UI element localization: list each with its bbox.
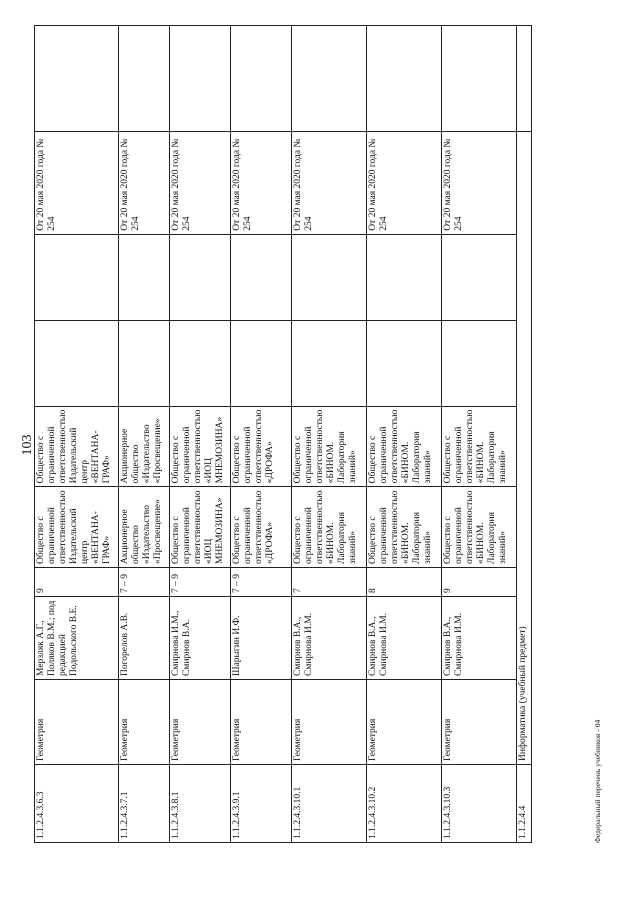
cell-extra2	[292, 234, 367, 320]
cell-order: От 20 мая 2020 года № 254	[231, 131, 292, 234]
cell-extra2	[231, 234, 292, 320]
cell-grade: 9	[442, 568, 517, 597]
cell-subject: Геометрия	[367, 680, 442, 765]
section-empty	[517, 25, 532, 131]
cell-org: Общество с ограниченной ответственностью «БИНОМ. Лаборатория знаний»	[367, 406, 442, 487]
cell-code: 1.1.2.4.3.6.3	[35, 765, 119, 843]
cell-org: Акционерное общество «Издательство «Просвещение»	[119, 406, 170, 487]
cell-publisher: Общество с ограниченной ответственностью «ИОЦ МНЕМОЗИНА»	[170, 487, 231, 568]
cell-grade: 9	[35, 568, 119, 597]
table-row	[119, 25, 170, 842]
cell-extra3	[442, 25, 517, 131]
cell-subject: Геометрия	[119, 680, 170, 765]
cell-grade: 7 – 9	[119, 568, 170, 597]
cell-extra1	[119, 320, 170, 406]
cell-publisher: Акционерное общество «Издательство «Просвещение»	[119, 487, 170, 568]
cell-code: 1.1.2.4.3.10.2	[367, 765, 442, 843]
cell-extra3	[119, 25, 170, 131]
cell-authors: Шарыгин И.Ф.	[231, 597, 292, 680]
cell-authors: Мерзляк А.Г., Поляков В.М.; под редакцией Подольского В.Е.	[35, 597, 119, 680]
cell-publisher: Общество с ограниченной ответственностью «БИНОМ. Лаборатория знаний»	[292, 487, 367, 568]
cell-order: От 20 мая 2020 года № 254	[35, 131, 119, 234]
cell-order: От 20 мая 2020 года № 254	[119, 131, 170, 234]
cell-order: От 20 мая 2020 года № 254	[292, 131, 367, 234]
table-row	[292, 25, 367, 842]
cell-extra1	[170, 320, 231, 406]
cell-extra2	[442, 234, 517, 320]
cell-extra1	[367, 320, 442, 406]
cell-extra1	[231, 320, 292, 406]
cell-order: От 20 мая 2020 года № 254	[170, 131, 231, 234]
table-row	[170, 25, 231, 842]
cell-org: Общество с ограниченной ответственностью «ИОЦ МНЕМОЗИНА»	[170, 406, 231, 487]
table-row	[442, 25, 517, 842]
cell-publisher: Общество с ограниченной ответственностью Издательский центр «ВЕНТАНА-ГРАФ»	[35, 487, 119, 568]
cell-org: Общество с ограниченной ответственностью Издательский центр «ВЕНТАНА-ГРАФ»	[35, 406, 119, 487]
cell-grade: 7 – 9	[231, 568, 292, 597]
cell-authors: Погорелов А.В.	[119, 597, 170, 680]
cell-code: 1.1.2.4.3.7.1	[119, 765, 170, 843]
cell-extra1	[442, 320, 517, 406]
section-title: Информатика (учебный предмет)	[517, 131, 532, 764]
cell-extra3	[170, 25, 231, 131]
cell-extra1	[292, 320, 367, 406]
table-row	[231, 25, 292, 842]
cell-extra3	[367, 25, 442, 131]
textbook-table	[34, 25, 532, 843]
table-row	[35, 25, 119, 842]
cell-order: От 20 мая 2020 года № 254	[442, 131, 517, 234]
section-row	[517, 25, 532, 842]
cell-authors: Смирнова И.М., Смирнов В.А.	[170, 597, 231, 680]
cell-subject: Геометрия	[170, 680, 231, 765]
cell-subject: Геометрия	[35, 680, 119, 765]
cell-extra2	[119, 234, 170, 320]
cell-grade: 7	[292, 568, 367, 597]
table-row	[367, 25, 442, 842]
cell-org: Общество с ограниченной ответственностью «ДРОФА»	[231, 406, 292, 487]
cell-code: 1.1.2.4.3.9.1	[231, 765, 292, 843]
cell-grade: 7 – 9	[170, 568, 231, 597]
cell-code: 1.1.2.4.3.10.3	[442, 765, 517, 843]
cell-subject: Геометрия	[442, 680, 517, 765]
cell-extra3	[35, 25, 119, 131]
cell-publisher: Общество с ограниченной ответственностью «ДРОФА»	[231, 487, 292, 568]
cell-extra1	[35, 320, 119, 406]
cell-publisher: Общество с ограниченной ответственностью «БИНОМ. Лаборатория знаний»	[367, 487, 442, 568]
cell-org: Общество с ограниченной ответственностью «БИНОМ. Лаборатория знаний»	[292, 406, 367, 487]
cell-extra2	[170, 234, 231, 320]
cell-subject: Геометрия	[292, 680, 367, 765]
cell-extra2	[367, 234, 442, 320]
cell-extra3	[231, 25, 292, 131]
cell-org: Общество с ограниченной ответственностью «БИНОМ. Лаборатория знаний»	[442, 406, 517, 487]
cell-grade: 8	[367, 568, 442, 597]
cell-extra2	[35, 234, 119, 320]
cell-authors: Смирнов В.А., Смирнова И.М.	[367, 597, 442, 680]
cell-order: От 20 мая 2020 года № 254	[367, 131, 442, 234]
footer-text: Федеральный перечень учебников - 04	[593, 719, 602, 843]
cell-publisher: Общество с ограниченной ответственностью «БИНОМ. Лаборатория знаний»	[442, 487, 517, 568]
cell-subject: Геометрия	[231, 680, 292, 765]
cell-authors: Смирнов В.А., Смирнова И.М.	[442, 597, 517, 680]
cell-authors: Смирнов В.А., Смирнова И.М.	[292, 597, 367, 680]
cell-code: 1.1.2.4.3.10.1	[292, 765, 367, 843]
section-code: 1.1.2.4.4	[517, 765, 532, 843]
cell-extra3	[292, 25, 367, 131]
page-number: 103	[20, 434, 35, 456]
cell-code: 1.1.2.4.3.8.1	[170, 765, 231, 843]
